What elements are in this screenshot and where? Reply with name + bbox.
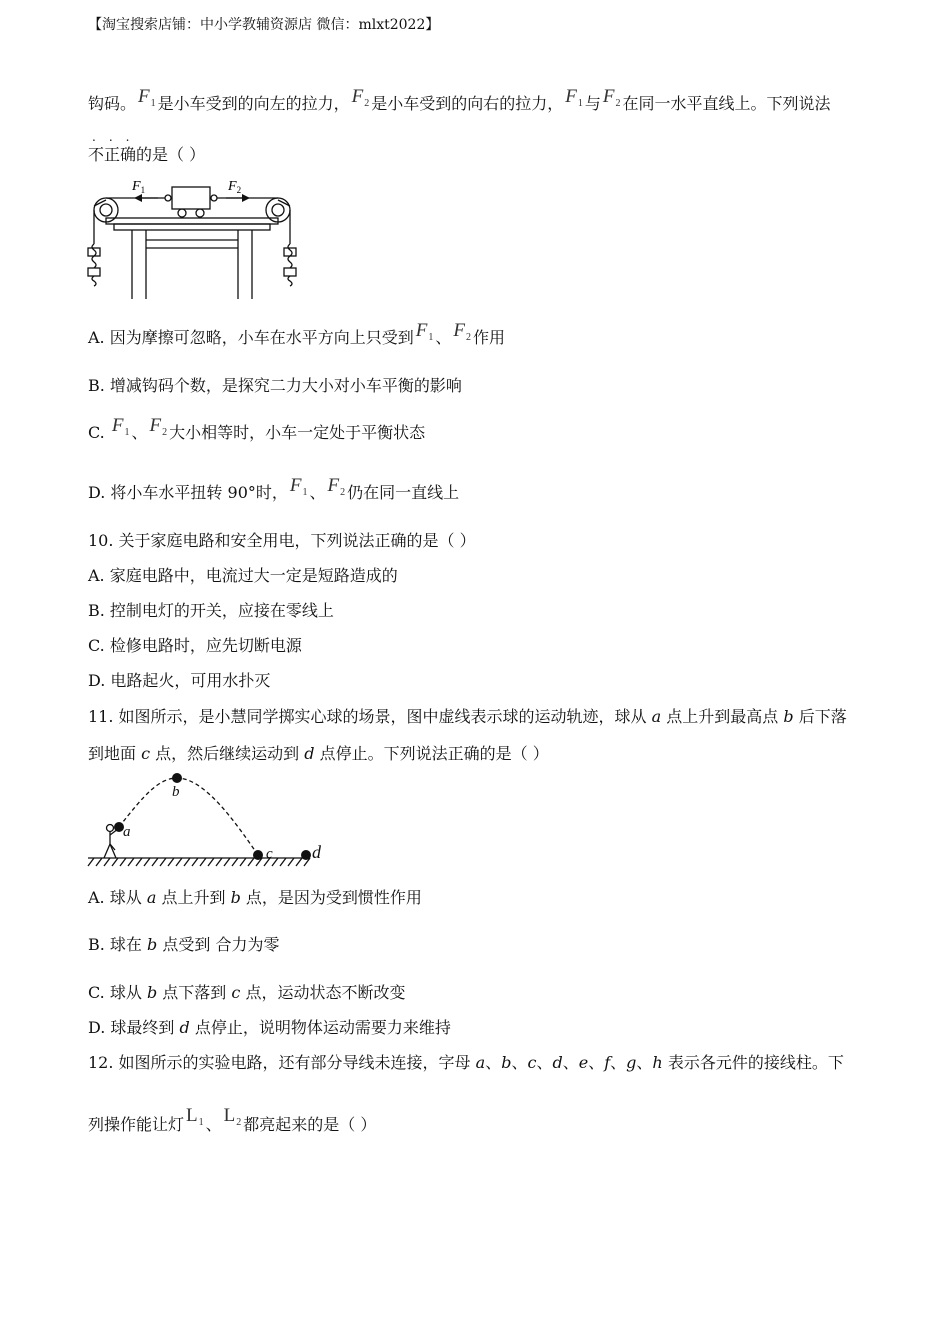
q9-option-c[interactable]: C. $F_1$ 、 $F_2$ 大小相等时，小车一定处于平衡状态 — [88, 415, 426, 442]
var-f2: $F_2$ — [602, 86, 621, 109]
var-f1: $F_1$ — [138, 86, 156, 109]
trajectory-dashed — [119, 778, 258, 855]
q9-cart-figure — [82, 172, 302, 304]
q12-stem-line2: 列操作能让灯 $L_1$ 、 $L_2$ 都亮起来的是（ ） — [88, 1105, 377, 1134]
emphasis-text: 不正确 — [88, 145, 137, 164]
q9-intro-part: 是小车受到的向左的拉力， — [157, 94, 350, 113]
var-f2: $F_2$ — [149, 415, 168, 438]
label-b: b — [172, 784, 180, 800]
var-f1: $F_1$ — [415, 320, 434, 343]
q9-intro-line — [88, 86, 831, 121]
q11-stem-line2: 到地面 c 点，然后继续运动到 d 点停止。下列说法正确的是（ ） — [88, 744, 549, 763]
ball-point-b — [172, 773, 182, 783]
var-f2: $F_2$ — [327, 475, 346, 498]
q11-option-a[interactable]: A. 球从 a 点上升到 b 点，是因为受到惯性作用 — [88, 888, 422, 907]
ball-point-d — [301, 850, 311, 860]
q10-stem: 10. 关于家庭电路和安全用电，下列说法正确的是（ ） — [88, 531, 476, 550]
var-f1: $F_1$ — [111, 415, 130, 438]
q9-intro-part: 钩码。 — [88, 94, 137, 113]
label-a: a — [123, 824, 131, 840]
f2-label: $F_2$ — [228, 179, 242, 195]
table-top — [106, 218, 278, 224]
var-f1: $F_1$ — [289, 475, 308, 498]
var-f1: $F_1$ — [565, 86, 583, 109]
q10-option-b[interactable]: B. 控制电灯的开关，应接在零线上 — [88, 601, 334, 620]
q10-option-d[interactable]: D. 电路起火，可用水扑灭 — [88, 671, 271, 690]
page-header: 【淘宝搜索店铺：中小学教辅资源店 微信：mlxt2022】 — [88, 17, 440, 33]
q9-option-a[interactable]: A. 因为摩擦可忽略，小车在水平方向上只受到 $F_1$ 、 $F_2$ 作用 — [88, 320, 505, 347]
lamp-l1: $L_1$ — [186, 1105, 204, 1128]
q9-stem-line2: 不正确的是（ ） — [88, 145, 206, 164]
q11-option-b[interactable]: B. 球在 b 点受到 合力为零 — [88, 935, 280, 954]
q12-stem-line1: 12. 如图所示的实验电路，还有部分导线未连接，字母 a、b、c、d、e、f、g、h 表示各元件的接线柱。下 — [88, 1053, 844, 1072]
q9-option-b[interactable]: B. 增减钩码个数，是探究二力大小对小车平衡的影响 — [88, 376, 462, 395]
q9-intro-part: 是小车受到的向右的拉力， — [371, 94, 564, 113]
ball-point-c — [253, 850, 263, 860]
point-c-ref: c — [141, 744, 151, 763]
q11-trajectory-figure — [84, 770, 329, 872]
label-c: c — [266, 846, 273, 862]
q10-option-c[interactable]: C. 检修电路时，应先切断电源 — [88, 636, 302, 655]
q11-option-d[interactable]: D. 球最终到 d 点停止，说明物体运动需要力来维持 — [88, 1018, 451, 1037]
var-f2: $F_2$ — [453, 320, 471, 343]
q9-intro-part: 与 — [584, 94, 601, 113]
ground-hatch — [88, 858, 310, 866]
point-d-ref: d — [304, 744, 315, 763]
label-d: d — [312, 842, 321, 862]
var-f2: $F_2$ — [351, 86, 370, 109]
q9-intro-part: 在同一水平直线上。下列说法 — [622, 94, 831, 113]
q10-option-a[interactable]: A. 家庭电路中，电流过大一定是短路造成的 — [88, 566, 398, 585]
lamp-l2: $L_2$ — [223, 1105, 242, 1128]
q11-option-c[interactable]: C. 球从 b 点下落到 c 点，运动状态不断改变 — [88, 983, 406, 1002]
q11-stem-line1: 11. 如图所示，是小慧同学掷实心球的场景，图中虚线表示球的运动轨迹，球从 a 点上升到最高点 b 后下落 — [88, 707, 847, 726]
emphasis-dots: ... — [92, 130, 143, 144]
point-a-ref: a — [651, 707, 662, 726]
f1-label: $F_1$ — [132, 179, 146, 195]
point-b-ref: b — [783, 707, 794, 726]
q9-option-d[interactable]: D. 将小车水平扭转 90°时， $F_1$ 、 $F_2$ 仍在同一直线上 — [88, 475, 460, 502]
cart — [172, 187, 210, 209]
